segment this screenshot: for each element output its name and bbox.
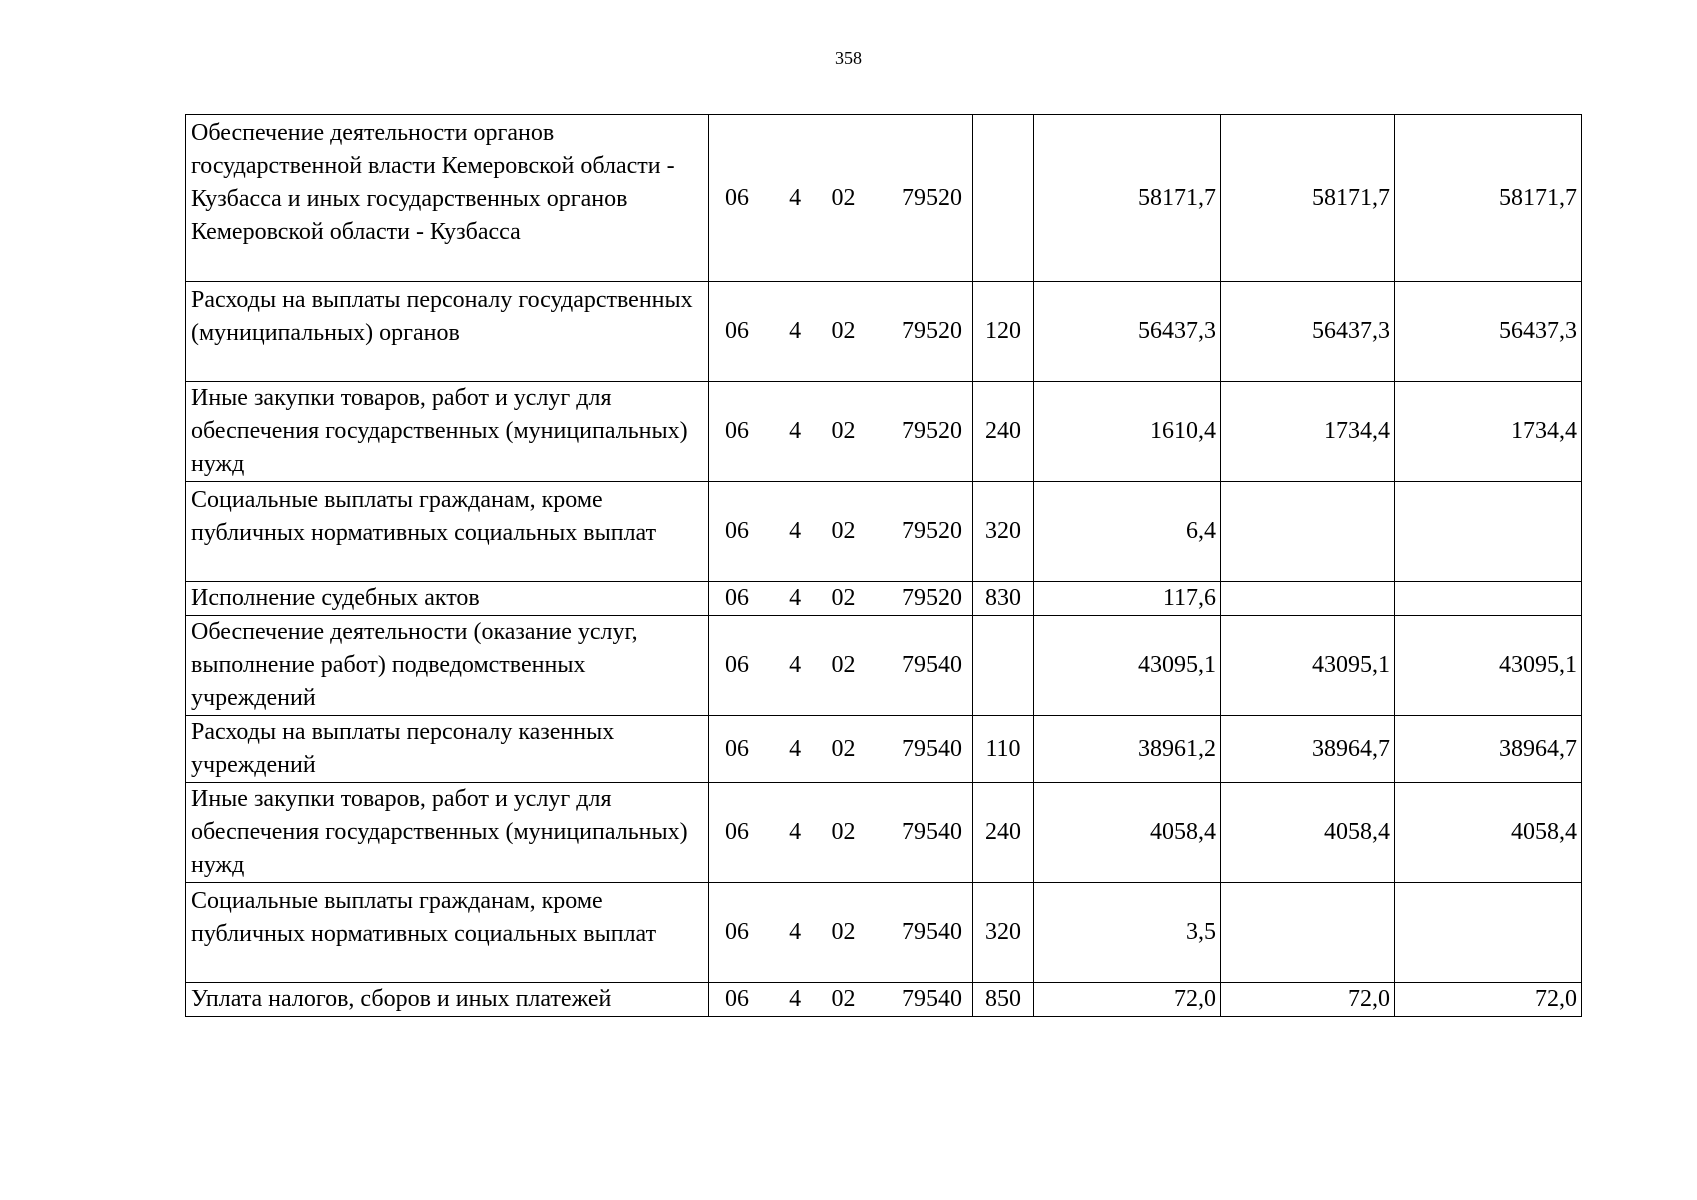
- code-direction: 79520: [902, 585, 962, 611]
- row-code: [709, 582, 973, 616]
- code-program: 4: [789, 986, 802, 1012]
- row-value-3: 58171,7: [1395, 115, 1582, 282]
- table-row: [186, 716, 1582, 783]
- code-subprogram: 02: [831, 518, 856, 544]
- row-value-1: 1610,4: [1034, 382, 1221, 482]
- code-section: 06: [725, 819, 749, 845]
- table-row: [186, 115, 1582, 282]
- row-value-3: [1395, 582, 1582, 616]
- code-direction: 79520: [902, 518, 962, 544]
- row-value-1: 38961,2: [1034, 716, 1221, 783]
- row-value-3: 4058,4: [1395, 783, 1582, 883]
- row-value-2: 1734,4: [1221, 382, 1395, 482]
- code-program: 4: [789, 418, 802, 444]
- table-row: [186, 282, 1582, 382]
- row-name: Иные закупки товаров, работ и услуг для обеспечения государственных (муниципальных) нужд: [186, 382, 709, 482]
- row-expense-type: 320: [973, 482, 1034, 582]
- row-code: [709, 716, 973, 783]
- row-expense-type: 850: [973, 983, 1034, 1017]
- table-row: [186, 582, 1582, 616]
- row-code: [709, 883, 973, 983]
- row-value-1: 56437,3: [1034, 282, 1221, 382]
- row-expense-type: 240: [973, 382, 1034, 482]
- code-direction: 79540: [902, 652, 962, 678]
- row-value-1: 3,5: [1034, 883, 1221, 983]
- row-value-2: 58171,7: [1221, 115, 1395, 282]
- row-name: Обеспечение деятельности (оказание услуг, выполнение работ) подведомственных учреждений: [186, 616, 709, 716]
- code-section: 06: [725, 518, 749, 544]
- row-code: [709, 616, 973, 716]
- table-row: [186, 883, 1582, 983]
- code-direction: 79540: [902, 986, 962, 1012]
- code-subprogram: 02: [831, 585, 856, 611]
- row-code: [709, 783, 973, 883]
- row-name: Социальные выплаты гражданам, кроме публичных нормативных социальных выплат: [186, 482, 709, 582]
- code-direction: 79520: [902, 418, 962, 444]
- code-subprogram: 02: [831, 184, 856, 211]
- code-section: 06: [725, 318, 749, 344]
- code-program: 4: [789, 819, 802, 845]
- row-name: Расходы на выплаты персоналу государственных (муниципальных) органов: [186, 282, 709, 382]
- row-value-3: [1395, 883, 1582, 983]
- code-subprogram: 02: [831, 986, 856, 1012]
- code-direction: 79520: [902, 184, 962, 211]
- row-value-3: 72,0: [1395, 983, 1582, 1017]
- row-value-2: 38964,7: [1221, 716, 1395, 783]
- code-section: 06: [725, 184, 749, 211]
- code-subprogram: 02: [831, 318, 856, 344]
- row-expense-type: 110: [973, 716, 1034, 783]
- code-direction: 79540: [902, 735, 962, 762]
- row-name: Исполнение судебных актов: [186, 582, 709, 616]
- code-program: 4: [789, 184, 802, 211]
- code-program: 4: [789, 652, 802, 678]
- row-value-2: 72,0: [1221, 983, 1395, 1017]
- code-section: 06: [725, 585, 749, 611]
- row-value-2: 4058,4: [1221, 783, 1395, 883]
- row-name: Уплата налогов, сборов и иных платежей: [186, 983, 709, 1017]
- row-code: [709, 482, 973, 582]
- table-row: [186, 382, 1582, 482]
- row-name: Расходы на выплаты персоналу казенных учреждений: [186, 716, 709, 783]
- code-subprogram: 02: [831, 919, 856, 945]
- code-section: 06: [725, 652, 749, 678]
- row-value-1: 72,0: [1034, 983, 1221, 1017]
- code-program: 4: [789, 318, 802, 344]
- row-name: Социальные выплаты гражданам, кроме публичных нормативных социальных выплат: [186, 883, 709, 983]
- row-value-3: [1395, 482, 1582, 582]
- code-program: 4: [789, 585, 802, 611]
- row-value-1: 58171,7: [1034, 115, 1221, 282]
- code-section: 06: [725, 986, 749, 1012]
- row-code: [709, 115, 973, 282]
- code-direction: 79540: [902, 819, 962, 845]
- row-value-1: 6,4: [1034, 482, 1221, 582]
- row-expense-type: [973, 115, 1034, 282]
- page-number: 358: [835, 48, 862, 68]
- table-row: [186, 482, 1582, 582]
- row-value-3: 56437,3: [1395, 282, 1582, 382]
- row-value-1: 4058,4: [1034, 783, 1221, 883]
- budget-table: [185, 114, 1582, 1017]
- row-value-3: 43095,1: [1395, 616, 1582, 716]
- code-program: 4: [789, 919, 802, 945]
- row-expense-type: 830: [973, 582, 1034, 616]
- row-value-2: 56437,3: [1221, 282, 1395, 382]
- code-section: 06: [725, 418, 749, 444]
- row-expense-type: 320: [973, 883, 1034, 983]
- code-section: 06: [725, 919, 749, 945]
- row-code: [709, 382, 973, 482]
- table-row: [186, 783, 1582, 883]
- code-section: 06: [725, 735, 749, 762]
- row-value-1: 117,6: [1034, 582, 1221, 616]
- row-value-2: 43095,1: [1221, 616, 1395, 716]
- row-value-2: [1221, 482, 1395, 582]
- code-subprogram: 02: [831, 735, 856, 762]
- code-program: 4: [789, 518, 802, 544]
- row-value-2: [1221, 883, 1395, 983]
- row-name: Обеспечение деятельности органов государственной власти Кемеровской области - Кузбасса и иных государственных органов Кемеровской области - Кузбасса: [186, 115, 709, 282]
- row-code: [709, 282, 973, 382]
- row-code: [709, 983, 973, 1017]
- code-subprogram: 02: [831, 418, 856, 444]
- row-name: Иные закупки товаров, работ и услуг для обеспечения государственных (муниципальных) нужд: [186, 783, 709, 883]
- code-subprogram: 02: [831, 652, 856, 678]
- code-direction: 79520: [902, 318, 962, 344]
- row-value-2: [1221, 582, 1395, 616]
- row-expense-type: 120: [973, 282, 1034, 382]
- code-program: 4: [789, 735, 802, 762]
- row-value-3: 1734,4: [1395, 382, 1582, 482]
- code-subprogram: 02: [831, 819, 856, 845]
- row-value-1: 43095,1: [1034, 616, 1221, 716]
- row-expense-type: [973, 616, 1034, 716]
- code-direction: 79540: [902, 919, 962, 945]
- row-expense-type: 240: [973, 783, 1034, 883]
- table-row: [186, 983, 1582, 1017]
- row-value-3: 38964,7: [1395, 716, 1582, 783]
- table-row: [186, 616, 1582, 716]
